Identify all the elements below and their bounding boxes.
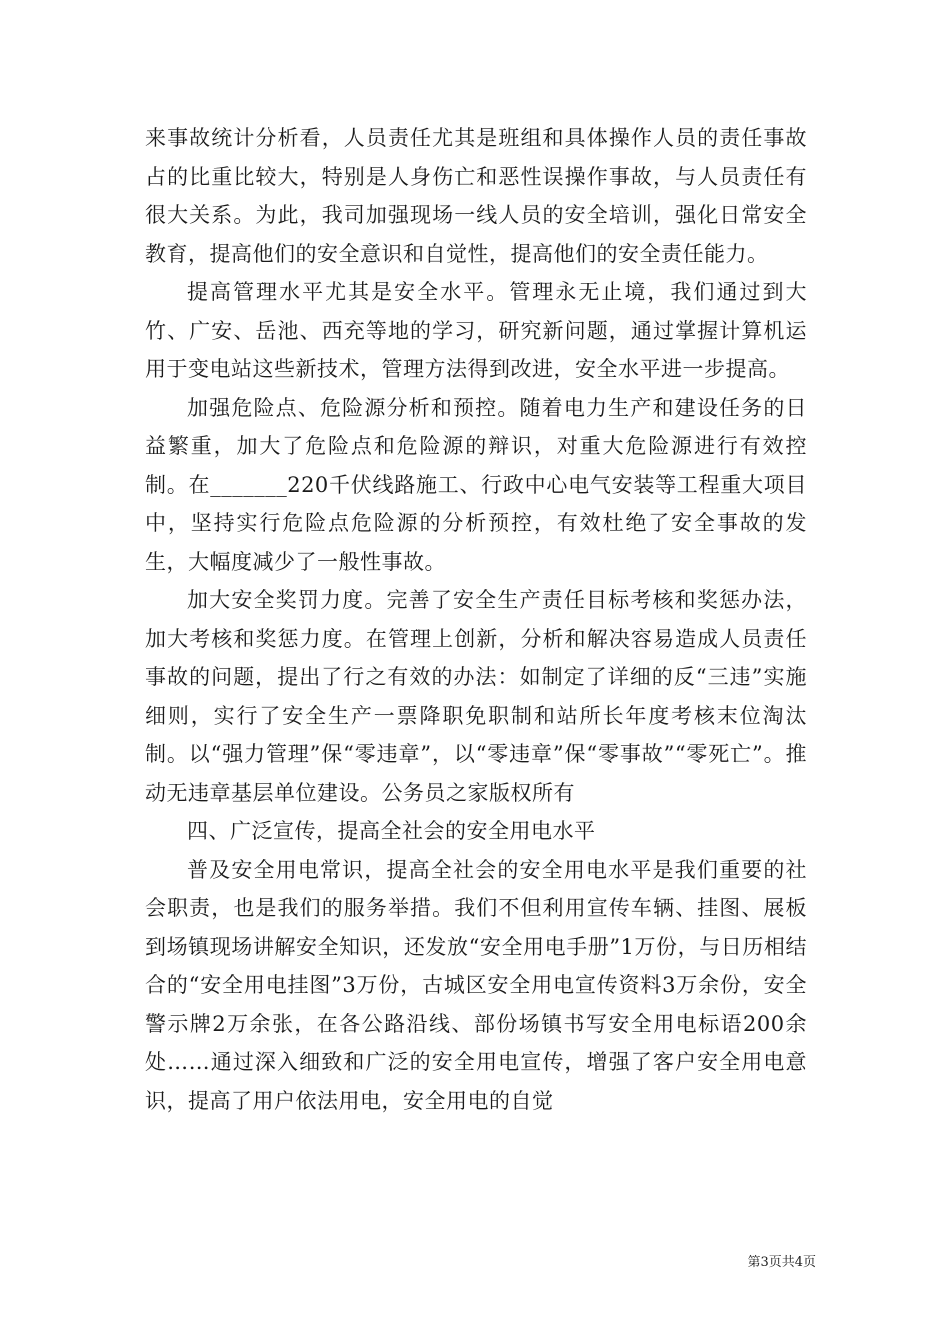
paragraph-publicity: 普及安全用电常识，提高全社会的安全用电水平是我们重要的社会职责，也是我们的服务举措。我们不但利用宣传车辆、挂图、展板到场镇现场讲解安全知识，还发放“安全用电手册”1万份，与日历相结合的“安全用电挂图”3万份，古城区安全用电宣传资料3万余份，安全警示牌2万余张，在各公路沿线、部份场镇书写安全用电标语200余处……通过深入细致和广泛的安全用电宣传，增强了客户安全用电意识，提高了用户依法用电，安全用电的自觉	[145, 857, 807, 1113]
paragraph-continuation: 来事故统计分析看，人员责任尤其是班组和具体操作人员的责任事故占的比重比较大，特别是人身伤亡和恶性误操作事故，与人员责任有很大关系。为此，我司加强现场一线人员的安全培训，强化日常安全教育，提高他们的安全意识和自觉性，提高他们的安全责任能力。	[145, 126, 807, 266]
paragraph-rewards-penalties: 加大安全奖罚力度。完善了安全生产责任目标考核和奖惩办法，加大考核和奖惩力度。在管理上创新，分析和解决容易造成人员责任事故的问题，提出了行之有效的办法：如制定了详细的反“三违”实施细则，实行了安全生产一票降职免职制和站所长年度考核末位淘汰制。以“强力管理”保“零违章”，以“零违章”保“零事故”“零死亡”。推动无违章基层单位建设。公务员之家版权所有	[145, 588, 807, 805]
section-heading: 四、广泛宣传，提高全社会的安全用电水平	[187, 819, 596, 843]
page-number: 第3页共4页	[747, 1255, 816, 1270]
paragraph-management: 提高管理水平尤其是安全水平。管理永无止境，我们通过到大竹、广安、岳池、西充等地的学习，研究新问题，通过掌握计算机运用于变电站这些新技术，管理方法得到改进，安全水平进一步提高。	[145, 280, 807, 381]
document-body	[145, 119, 807, 1120]
paragraph-hazard-control: 加强危险点、危险源分析和预控。随着电力生产和建设任务的日益繁重，加大了危险点和危险源的辩识，对重大危险源进行有效控制。在_______220千伏线路施工、行政中心电气安装等工程重大项目中，坚持实行危险点危险源的分析预控，有效杜绝了安全事故的发生，大幅度减少了一般性事故。	[145, 395, 807, 574]
